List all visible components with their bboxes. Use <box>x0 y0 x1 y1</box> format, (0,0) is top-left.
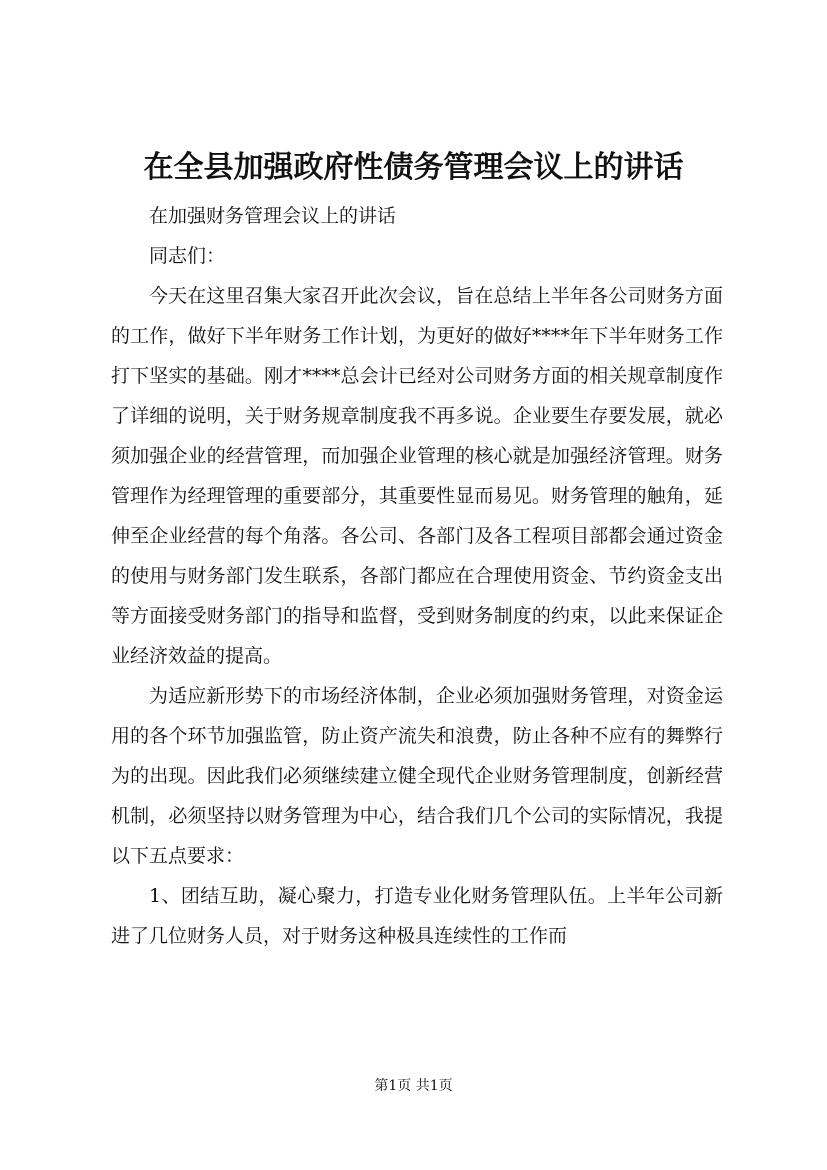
document-body <box>111 196 723 956</box>
paragraph-body: 1、团结互助，凝心聚力，打造专业化财务管理队伍。上半年公司新进了几位财务人员，对于财务这种极具连续性的工作而 <box>111 885 723 947</box>
paragraph-body: 为适应新形势下的市场经济体制，企业必须加强财务管理，对资金运用的各个环节加强监管，防止资产流失和浪费，防止各种不应有的舞弊行为的出现。因此我们必须继续建立健全现代企业财务管理制度，创新经营机制，必须坚持以财务管理为中心，结合我们几个公司的实际情况，我提以下五点要求： <box>111 685 723 867</box>
document-title: 在全县加强政府性债务管理会议上的讲话 <box>143 150 684 185</box>
paragraph-subtitle: 在加强财务管理会议上的讲话 <box>149 205 397 227</box>
paragraph-body: 今天在这里召集大家召开此次会议，旨在总结上半年各公司财务方面的工作，做好下半年财务工作计划，为更好的做好****年下半年财务工作打下坚实的基础。刚才****总会计已经对公司财务方面的相关规章制度作了详细的说明，关于财务规章制度我不再多说。企业要生存要发展，就必须加强企业的经营管理，而加强企业管理的核心就是加强经济管理。财务管理作为经理管理的重要部分，其重要性显而易见。财务管理的触角，延伸至企业经营的每个角落。各公司、各部门及各工程项目部都会通过资金的使用与财务部门发生联系，各部门都应在合理使用资金、节约资金支出等方面接受财务部门的指导和监督，受到财务制度的约束，以此来保证企业经济效益的提高。 <box>111 285 723 667</box>
page-number-footer: 第1页 共1页 <box>374 1078 453 1094</box>
paragraph-salutation: 同志们： <box>149 245 226 267</box>
